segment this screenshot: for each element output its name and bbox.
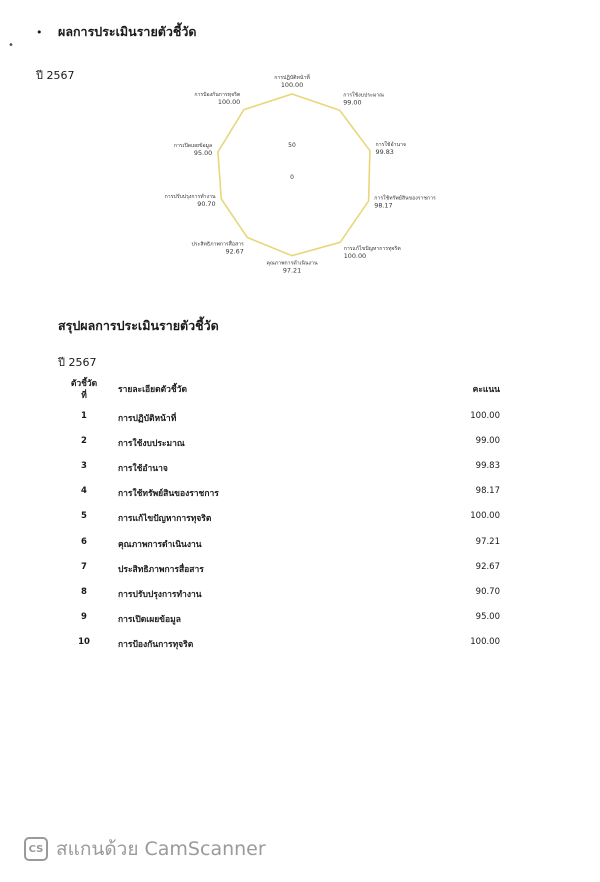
table-row bbox=[0, 411, 600, 425]
row-description: การเปิดเผยข้อมูล bbox=[118, 614, 181, 625]
row-score: 98.17 bbox=[475, 486, 500, 497]
camscanner-text: สแกนด้วย CamScanner bbox=[56, 838, 266, 860]
row-score: 97.21 bbox=[475, 536, 500, 547]
row-score: 99.83 bbox=[475, 461, 500, 472]
radar-point-label bbox=[194, 91, 240, 106]
header-indicator-detail: รายละเอียดตัวชี้วัด bbox=[118, 385, 187, 395]
row-description: การป้องกันการทุจริต bbox=[118, 639, 194, 650]
radar-category-label: การป้องกันการทุจริต bbox=[194, 91, 241, 98]
radar-category-label: การเปิดเผยข้อมูล bbox=[173, 143, 213, 150]
camscanner-watermark bbox=[24, 834, 266, 864]
radar-value-label: 98.17 bbox=[374, 201, 393, 210]
radar-point-label bbox=[344, 244, 401, 260]
table-row bbox=[0, 537, 600, 551]
row-number: 3 bbox=[81, 461, 87, 472]
header-score: คะแนน bbox=[472, 385, 500, 395]
radar-point-label bbox=[274, 74, 310, 89]
bullet-mark: • bbox=[36, 26, 43, 39]
radar-category-label: คุณภาพการดำเนินงาน bbox=[266, 260, 318, 267]
radial-tick-label: 50 bbox=[288, 142, 296, 150]
summary-title: สรุปผลการประเมินรายตัวชี้วัด bbox=[58, 318, 219, 333]
row-description: คุณภาพการดำเนินงาน bbox=[118, 539, 202, 550]
row-description: การปรับปรุงการทำงาน bbox=[118, 589, 202, 600]
radar-value-label: 99.00 bbox=[343, 98, 362, 107]
radar-value-label: 95.00 bbox=[193, 149, 213, 158]
camscanner-logo-icon: CS bbox=[24, 837, 48, 861]
row-number: 2 bbox=[81, 436, 87, 447]
header-indicator-number: ตัวชี้วัด ที่ bbox=[70, 379, 98, 401]
radar-category-label: ประสิทธิภาพการสื่อสาร bbox=[191, 241, 244, 248]
row-score: 100.00 bbox=[470, 411, 500, 421]
row-number: 5 bbox=[81, 511, 87, 522]
row-score: 100.00 bbox=[470, 636, 500, 647]
row-score: 95.00 bbox=[475, 611, 500, 622]
table-row bbox=[0, 511, 600, 525]
row-description: การแก้ไขปัญหาการทุจริต bbox=[118, 514, 212, 525]
radar-category-label: การใช้งบประมาณ bbox=[343, 92, 384, 99]
table-row bbox=[0, 637, 600, 651]
row-score: 99.00 bbox=[475, 436, 500, 447]
table-row bbox=[0, 486, 600, 500]
radar-point-label bbox=[174, 142, 212, 157]
row-number: 10 bbox=[78, 636, 90, 647]
row-score: 92.67 bbox=[475, 561, 500, 572]
table-row bbox=[0, 587, 600, 601]
row-description: การใช้งบประมาณ bbox=[118, 439, 185, 450]
radar-value-label: 100.00 bbox=[343, 252, 367, 261]
radar-point-label bbox=[165, 193, 216, 208]
radar-value-label: 100.00 bbox=[280, 81, 304, 89]
radar-point-label bbox=[376, 141, 406, 156]
radar-category-label: การแก้ไขปัญหาการทุจริต bbox=[343, 246, 401, 253]
radar-point-label bbox=[343, 91, 384, 106]
radar-category-label: การใช้ทรัพย์สินของราชการ bbox=[374, 195, 436, 202]
row-score: 100.00 bbox=[470, 511, 500, 522]
row-description: การใช้ทรัพย์สินของราชการ bbox=[118, 489, 219, 500]
row-description: การใช้อำนาจ bbox=[118, 464, 168, 475]
table-row bbox=[0, 436, 600, 450]
radial-tick-label: 0 bbox=[290, 174, 294, 181]
page-title: ผลการประเมินรายตัวชี้วัด bbox=[58, 24, 197, 39]
table-row bbox=[0, 612, 600, 626]
radar-value-label: 92.67 bbox=[225, 247, 244, 256]
row-number: 9 bbox=[81, 611, 87, 622]
radar-point-label bbox=[374, 195, 436, 210]
radar-point-label bbox=[266, 260, 317, 275]
summary-year: ปี 2567 bbox=[58, 356, 97, 369]
stray-mark: • bbox=[8, 40, 14, 51]
radar-value-label: 99.83 bbox=[375, 147, 394, 156]
radar-category-label: การใช้อำนาจ bbox=[375, 141, 406, 148]
radar-value-label: 100.00 bbox=[217, 97, 241, 106]
table-row bbox=[0, 562, 600, 576]
row-description: ประสิทธิภาพการสื่อสาร bbox=[118, 564, 204, 575]
table-row bbox=[0, 461, 600, 475]
radar-point-label bbox=[191, 240, 244, 255]
row-number: 6 bbox=[81, 536, 87, 547]
row-number: 7 bbox=[81, 561, 87, 572]
row-number: 1 bbox=[81, 411, 87, 421]
radar-chart bbox=[164, 75, 440, 275]
radar-category-label: การปรับปรุงการทำงาน bbox=[164, 193, 216, 200]
row-number: 8 bbox=[81, 586, 87, 597]
year-label: ปี 2567 bbox=[36, 69, 75, 82]
row-description: การปฏิบัติหน้าที่ bbox=[118, 414, 177, 424]
row-score: 90.70 bbox=[475, 586, 500, 597]
radar-value-label: 97.21 bbox=[282, 266, 302, 275]
radar-value-label: 90.70 bbox=[197, 199, 216, 208]
radar-category-label: การปฏิบัติหน้าที่ bbox=[274, 75, 310, 81]
row-number: 4 bbox=[81, 486, 87, 497]
